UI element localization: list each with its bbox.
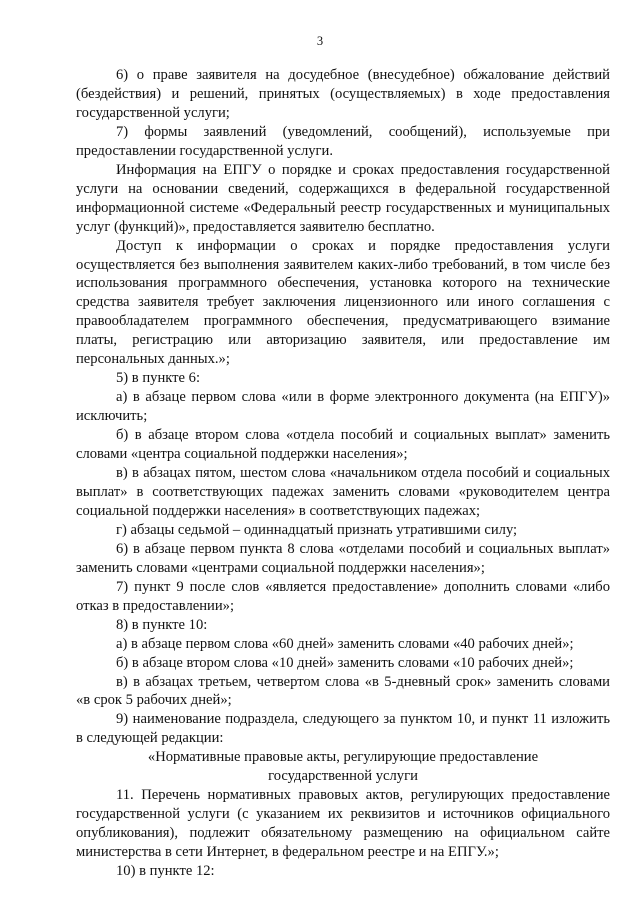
paragraph: Доступ к информации о сроках и порядке предоставления услуги осуществляется без выполнения заявителем каких-либо требований, в том числе без использования программного обеспечения, установка которого на технические средства заявителя требует заключения лицензионного или иного соглашения с правообладателем программного обеспечения, предусматривающего взимание платы, регистрацию или авторизацию заявителя, или предоставление им персональных данных.»;	[76, 237, 610, 368]
paragraph: 9) наименование подраздела, следующего за пунктом 10, и пункт 11 изложить в следующей редакции:	[76, 711, 610, 747]
paragraph: 5) в пункте 6:	[116, 370, 201, 387]
paragraph: б) в абзаце втором слова «отдела пособий и социальных выплат» заменить словами «центра социальной поддержки населения»;	[76, 427, 610, 463]
paragraph: г) абзацы седьмой – одиннадцатый признать утратившими силу;	[116, 521, 518, 538]
document-body	[76, 66, 610, 881]
paragraph: в) в абзацах третьем, четвертом слова «в 5-дневный срок» заменить словами «в срок 5 рабочих дней»;	[76, 673, 610, 709]
paragraph: Информация на ЕПГУ о порядке и сроках предоставления государственной услуги на основании сведений, содержащихся в федеральной государственной информационной системе «Федеральный реестр государственных и муниципальных услуг (функций)», предоставляется заявителю бесплатно.	[76, 161, 610, 235]
paragraph: а) в абзаце первом слова «60 дней» заменить словами «40 рабочих дней»;	[116, 635, 574, 652]
paragraph: 7) формы заявлений (уведомлений, сообщений), используемые при предоставлении государственной услуги.	[76, 123, 610, 159]
paragraph: 7) пункт 9 после слов «является предоставление» дополнить словами «либо отказ в предоставлении»;	[76, 578, 610, 614]
page-number: 3	[316, 34, 324, 48]
subsection-heading: «Нормативные правовые акты, регулирующие предоставление государственной услуги	[147, 749, 539, 785]
paragraph: а) в абзаце первом слова «или в форме электронного документа (на ЕПГУ)» исключить;	[76, 389, 610, 425]
paragraph: 6) в абзаце первом пункта 8 слова «отделами пособий и социальных выплат» заменить словами «центрами социальной поддержки населения»;	[76, 540, 610, 576]
paragraph: 6) о праве заявителя на досудебное (внесудебное) обжалование действий (бездействия) и решений, принятых (осуществляемых) в ходе предоставления государственной услуги;	[76, 67, 610, 121]
paragraph: в) в абзацах пятом, шестом слова «начальником отдела пособий и социальных выплат» в соответствующих падежах заменить словами «руководителем центра социальной поддержки населения» в соответствующих падежах;	[76, 465, 610, 519]
paragraph: 11. Перечень нормативных правовых актов, регулирующих предоставление государственной услуги (с указанием их реквизитов и источников официального опубликования), подлежит обязательному размещению на официальном сайте министерства в сети Интернет, в федеральном реестре и на ЕПГУ.»;	[76, 787, 610, 861]
paragraph: б) в абзаце втором слова «10 дней» заменить словами «10 рабочих дней»;	[116, 654, 574, 671]
paragraph: 8) в пункте 10:	[116, 616, 208, 633]
paragraph: 10) в пункте 12:	[116, 863, 215, 880]
